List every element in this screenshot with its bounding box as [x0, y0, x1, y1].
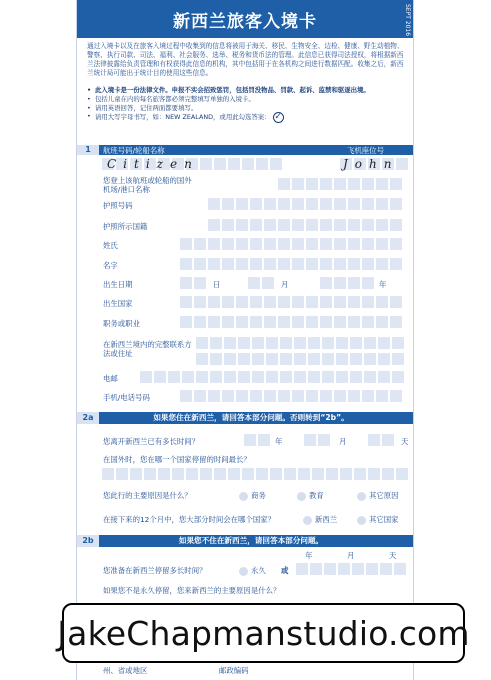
months-header: 月	[347, 551, 355, 560]
dob-day-field[interactable]	[179, 276, 207, 290]
dob-month-label: 月	[281, 280, 289, 289]
section-2a-number: 2a	[77, 412, 99, 424]
seat-label: 飞机座位号	[347, 146, 384, 155]
trip-reason-question: 您此行的主要原因是什么？	[103, 491, 192, 500]
passport-number-field[interactable]	[207, 197, 403, 211]
card-header	[77, 0, 413, 38]
permanent-option[interactable]	[239, 566, 266, 576]
nz-option[interactable]	[303, 515, 337, 525]
education-option[interactable]	[297, 491, 324, 501]
dob-month-field[interactable]	[247, 276, 275, 290]
birth-country-label: 出生国家	[103, 299, 133, 308]
section-1-bar	[77, 145, 413, 155]
instruction-list	[85, 86, 405, 123]
departure-port-label: 您登上该航班或轮船的国外机场/港口名称	[103, 176, 192, 194]
instruction-text: 请用大写字母书写，如：NEW ZEALAND，或用此勾选答案：	[95, 113, 271, 122]
instruction-item: • 包括儿童在内的每名旅客都必须完整填写单独的入境卡。	[85, 95, 405, 104]
departure-port-field[interactable]	[277, 177, 403, 191]
other-country-option-label: 其它国家	[369, 515, 399, 524]
section-1-number: 1	[77, 145, 99, 155]
seat-handwritten-value: John	[343, 157, 399, 171]
phone-field[interactable]	[179, 389, 403, 403]
months-away-field[interactable]	[303, 433, 331, 447]
tick-icon: ✓	[274, 112, 282, 123]
next-12-months-question: 在接下来的12个月中，您大部分时间会在哪个国家？	[103, 515, 276, 524]
section-2a-title: 如果您住在新西兰，请回答本部分问题。否则转到“2b”。	[153, 413, 349, 422]
other-reason-option-label: 其它原因	[369, 491, 399, 500]
stay-length-field[interactable]	[295, 562, 407, 576]
postcode-label: 邮政编码	[219, 666, 249, 675]
state-province-label: 州、省或地区	[103, 666, 148, 675]
instruction-item	[85, 112, 405, 123]
instruction-item: • 请用英语回答，记住两面都要填写。	[85, 104, 405, 113]
radio-icon	[297, 492, 306, 501]
years-label: 年	[275, 437, 283, 446]
longest-stay-question: 在国外时，您在哪一个国家停留的时间最长？	[103, 455, 251, 464]
passport-nationality-field[interactable]	[207, 218, 403, 232]
flight-label: 航班号码/轮船名称	[103, 146, 165, 155]
stay-length-question: 您准备在新西兰停留多长时间？	[103, 566, 207, 575]
intro-text: 通过入境卡以及在旅客入境过程中收集到的信息将被用于海关、移民、生物安全、边检、健康、野生动植物、警察、执行司款、司法、福利、社会服务、选举、税务和货币法的管理。此信息已获得司法授权，将根据新西兰法律披露给负责管理和有权获得此信息的机构，其中包括用于在各机构之间进行数据匹配。收集之后，新西兰统计局可能出于统计目的使用这些信息。	[87, 42, 404, 77]
nz-address-field-1[interactable]	[195, 336, 405, 350]
edition-label: SEPT 2016	[404, 4, 411, 37]
section-2b-number: 2b	[77, 535, 99, 547]
section-2a-bar	[77, 412, 413, 424]
email-label: 电邮	[103, 374, 118, 383]
arrival-card	[76, 0, 414, 680]
years-header: 年	[305, 551, 313, 560]
watermark-banner	[57, 603, 470, 663]
given-name-label: 名字	[103, 261, 118, 270]
education-option-label: 教育	[309, 491, 324, 500]
birth-country-field[interactable]	[179, 295, 403, 309]
occupation-field[interactable]	[179, 315, 403, 329]
passport-number-label: 护照号码	[103, 201, 133, 210]
flight-handwritten-value: Citizen	[107, 157, 199, 171]
nz-option-label: 新西兰	[315, 515, 338, 524]
passport-nationality-label: 护照所示国籍	[103, 222, 148, 231]
days-label: 天	[401, 437, 409, 446]
surname-field[interactable]	[179, 237, 403, 251]
card-title: 新西兰旅客入境卡	[173, 11, 317, 32]
other-country-option[interactable]	[357, 515, 399, 525]
radio-icon	[239, 567, 248, 576]
watermark-text: JakeChapmanstudio.com	[57, 613, 470, 653]
days-away-field[interactable]	[367, 433, 395, 447]
days-header: 天	[389, 551, 397, 560]
dob-year-field[interactable]	[319, 276, 375, 290]
nz-address-label: 在新西兰境内的完整联系方法或住址	[103, 340, 192, 358]
date-of-birth-label: 出生日期	[103, 280, 133, 289]
visit-reason-question: 如果您不是永久停留，您来新西兰的主要原因是什么？	[103, 586, 281, 595]
radio-icon	[239, 492, 248, 501]
business-option[interactable]	[239, 491, 266, 501]
radio-icon	[357, 492, 366, 501]
radio-icon	[303, 516, 312, 525]
section-2b-bar	[77, 535, 413, 547]
surname-label: 姓氏	[103, 241, 118, 250]
given-name-field[interactable]	[179, 257, 403, 271]
email-field[interactable]	[139, 370, 405, 384]
instruction-item: • 此入境卡是一份法律文件。申报不实会招致惩罚，包括罚没物品、罚款、起诉、监禁和驱逐出境。	[85, 86, 405, 95]
phone-label: 手机/电话号码	[103, 393, 150, 402]
time-away-question: 您离开新西兰已有多长时间？	[103, 437, 200, 446]
dob-day-label: 日	[213, 280, 221, 289]
radio-icon	[357, 516, 366, 525]
permanent-option-label: 永久	[251, 566, 266, 575]
section-2b-title: 如果您不住在新西兰，请回答本部分问题。	[178, 536, 324, 545]
other-reason-option[interactable]	[357, 491, 399, 501]
occupation-label: 职务或职业	[103, 319, 140, 328]
months-label: 月	[339, 437, 347, 446]
business-option-label: 商务	[251, 491, 266, 500]
dob-year-label: 年	[379, 280, 387, 289]
nz-address-field-2[interactable]	[195, 352, 405, 366]
years-away-field[interactable]	[243, 433, 271, 447]
longest-stay-field[interactable]	[101, 467, 409, 481]
or-label: 或	[281, 566, 289, 575]
